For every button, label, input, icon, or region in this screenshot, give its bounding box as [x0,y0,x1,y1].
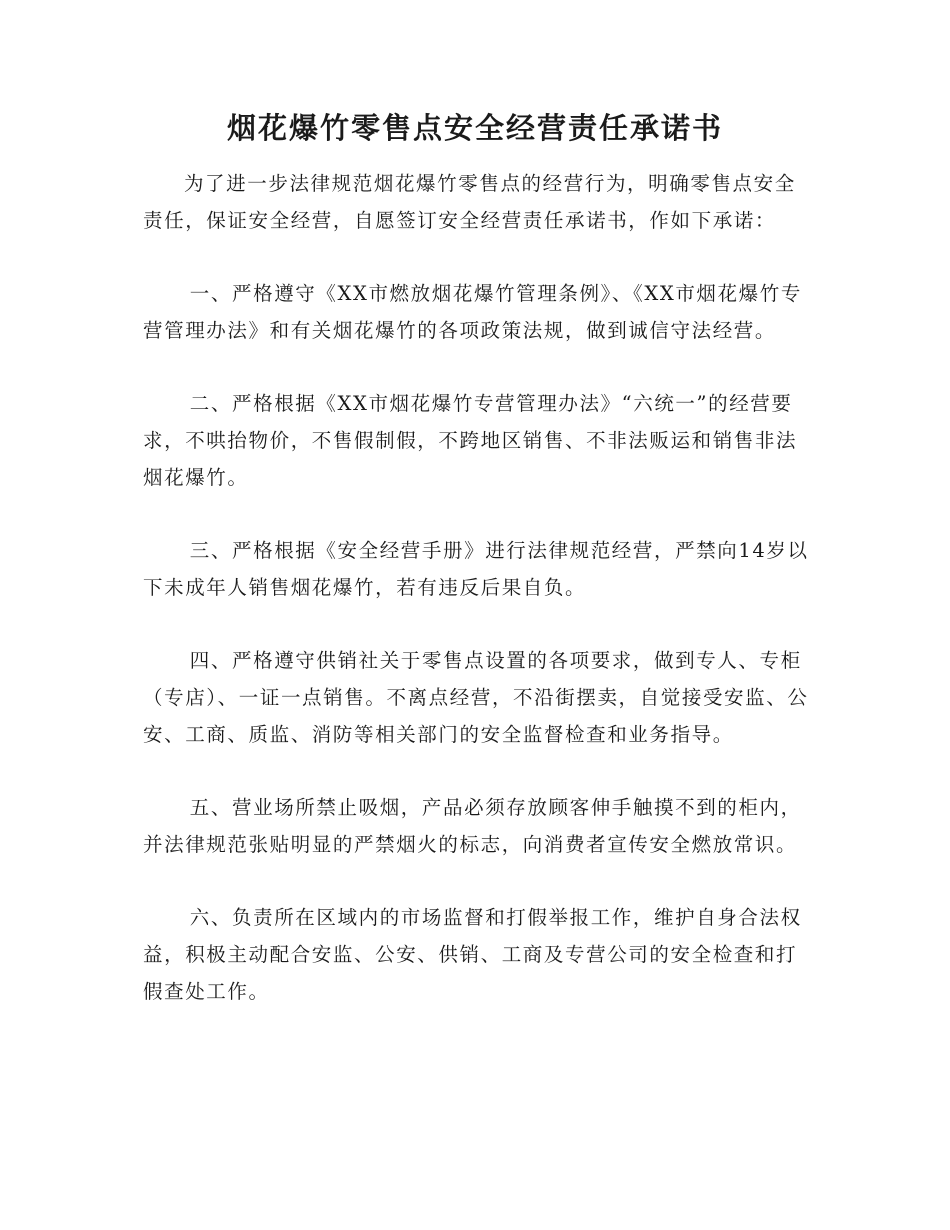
paragraph-gap [143,753,811,789]
paragraph-gap [143,349,811,385]
paragraph-gap [143,496,811,532]
commitment-item-2: 二、严格根据《XX市烟花爆竹专营管理办法》“六统一”的经营要求，不哄抬物价，不售假制假，不跨地区销售、不非法贩运和销售非法烟花爆竹。 [143,392,798,489]
document-title: 烟花爆竹零售点安全经营责任承诺书 [226,111,723,145]
commitment-item-3: 三、严格根据《安全经营手册》进行法律规范经营，严禁向14岁以下未成年人销售烟花爆竹，若有违反后果自负。 [143,539,809,599]
document-body [143,165,811,1010]
commitment-item-6: 六、负责所在区域内的市场监督和打假举报工作，维护自身合法权益，积极主动配合安监、公安、供销、工商及专营公司的安全检查和打假查处工作。 [143,906,802,1003]
commitment-item-4: 四、严格遵守供销社关于零售点设置的各项要求，做到专人、专柜（专店）、一证一点销售。不离点经营，不沿街摆卖，自觉接受安监、公安、工商、质监、消防等相关部门的安全监督检查和业务指导。 [143,649,809,746]
commitment-item-1: 一、严格遵守《XX市燃放烟花爆竹管理条例》、《XX市烟花爆竹专营管理办法》和有关烟花爆竹的各项政策法规，做到诚信守法经营。 [143,282,802,342]
commitment-item-5: 五、营业场所禁止吸烟，产品必须存放顾客伸手触摸不到的柜内，并法律规范张贴明显的严禁烟火的标志，向消费者宣传安全燃放常识。 [143,796,802,856]
intro-paragraph: 为了进一步法律规范烟花爆竹零售点的经营行为，明确零售点安全责任，保证安全经营，自愿签订安全经营责任承诺书，作如下承诺： [143,172,796,232]
paragraph-gap [143,863,811,899]
paragraph-gap [143,606,811,642]
paragraph-gap [143,239,811,275]
